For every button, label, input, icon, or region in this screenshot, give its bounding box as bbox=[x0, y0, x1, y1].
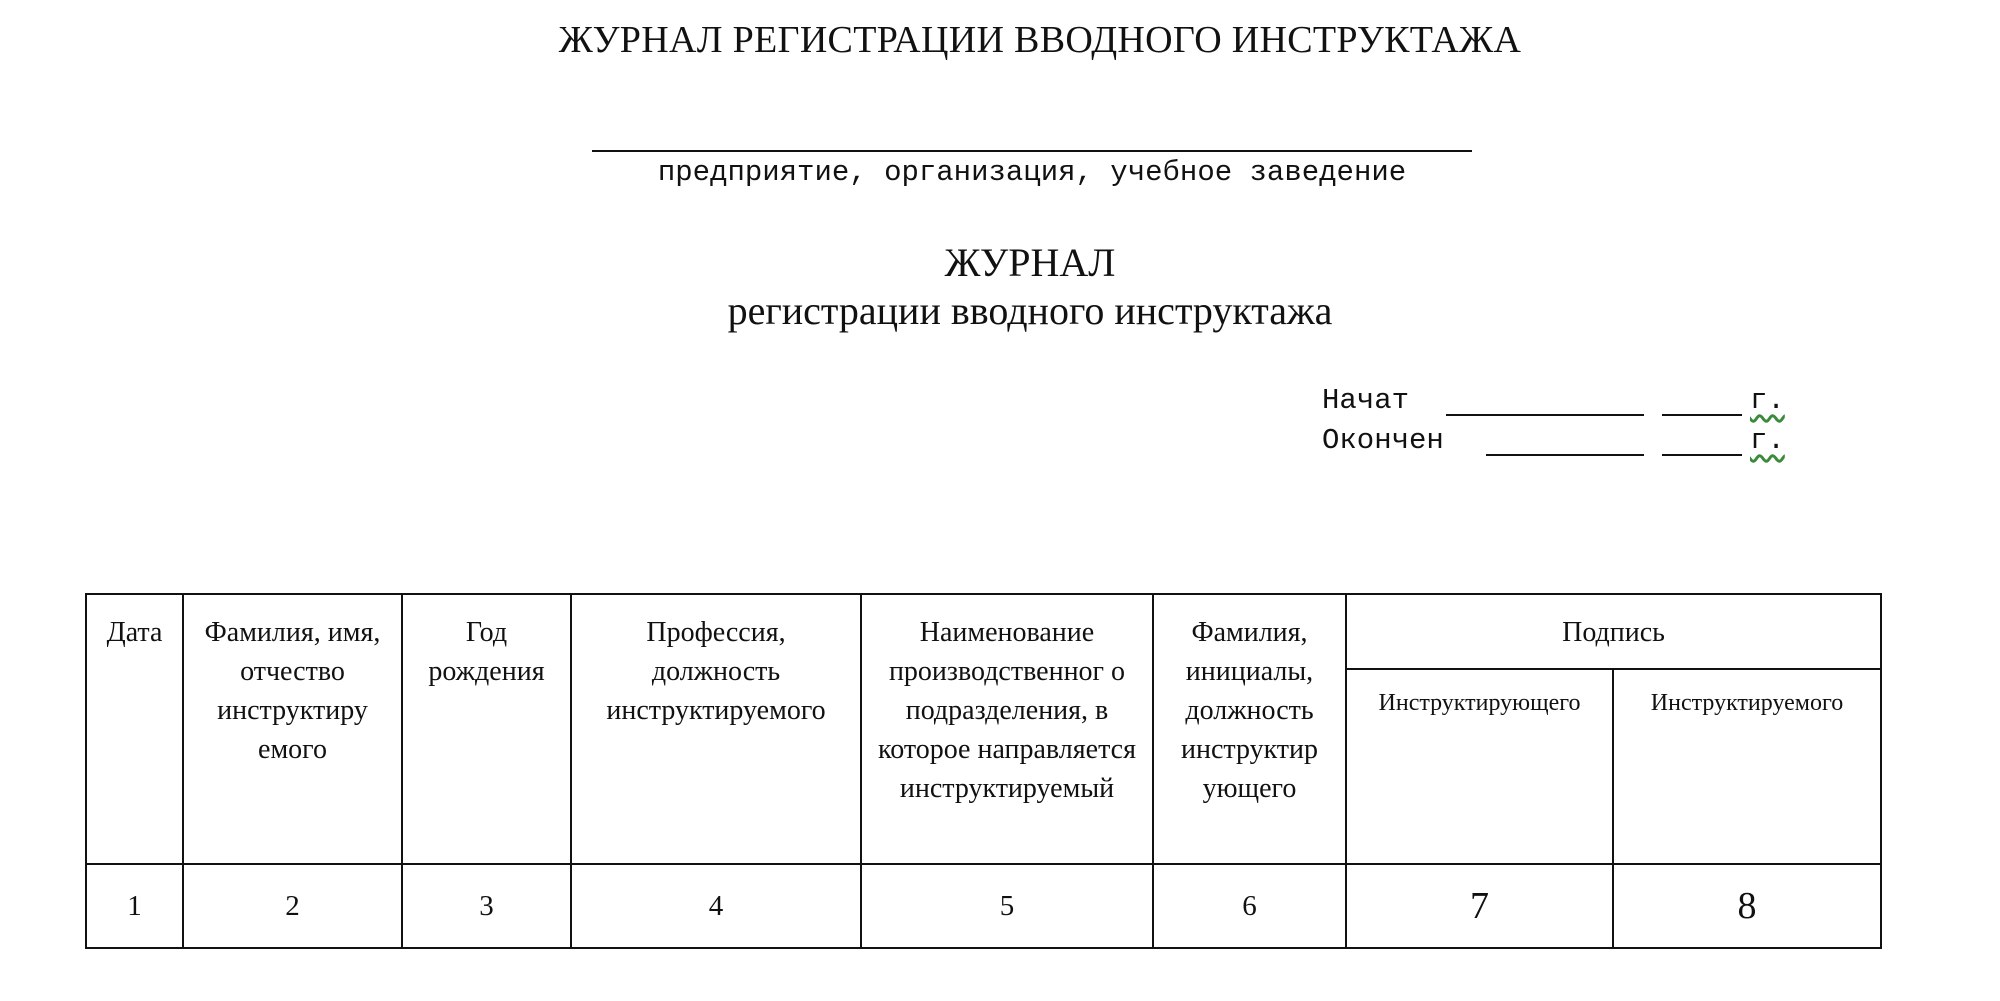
organization-caption: предприятие, организация, учебное заведение bbox=[657, 156, 1407, 189]
started-date-row bbox=[1322, 384, 1882, 424]
header-profession: Профессия, должность инструктируемого bbox=[571, 594, 861, 864]
column-number: 4 bbox=[571, 864, 861, 948]
column-number: 1 bbox=[86, 864, 183, 948]
ended-date-blank bbox=[1486, 454, 1644, 456]
ended-label: Окончен bbox=[1322, 424, 1444, 457]
organization-blank-line bbox=[592, 150, 1472, 152]
column-number: 3 bbox=[402, 864, 571, 948]
journal-title: ЖУРНАЛ bbox=[944, 240, 1116, 285]
header-instructor: Фамилия, инициалы, должность инструктир ующего bbox=[1153, 594, 1346, 864]
registration-table bbox=[85, 593, 1882, 949]
header-signature-instructor: Инструктирующего bbox=[1346, 669, 1613, 864]
ended-year-blank bbox=[1662, 454, 1742, 456]
journal-subtitle: регистрации вводного инструктажа bbox=[727, 288, 1333, 333]
started-date-blank bbox=[1446, 414, 1644, 416]
started-year-suffix: г. bbox=[1750, 384, 1785, 417]
header-department: Наименование производственног о подразделения, в которое направляется инструктируемый bbox=[861, 594, 1153, 864]
header-full-name: Фамилия, имя, отчество инструктиру емого bbox=[183, 594, 402, 864]
started-year-blank bbox=[1662, 414, 1742, 416]
column-number: 5 bbox=[861, 864, 1153, 948]
column-number: 7 bbox=[1346, 864, 1613, 948]
registration-table-wrapper bbox=[85, 593, 1880, 949]
column-number: 2 bbox=[183, 864, 402, 948]
ended-year-suffix: г. bbox=[1750, 424, 1785, 457]
document-main-title: ЖУРНАЛ РЕГИСТРАЦИИ ВВОДНОГО ИНСТРУКТАЖА bbox=[558, 19, 1522, 61]
header-date: Дата bbox=[86, 594, 183, 864]
header-birth-year: Год рождения bbox=[402, 594, 571, 864]
column-number: 8 bbox=[1613, 864, 1881, 948]
ended-date-row bbox=[1322, 424, 1882, 464]
started-label: Начат bbox=[1322, 384, 1410, 417]
header-signature-trainee: Инструктируемого bbox=[1613, 669, 1881, 864]
column-number: 6 bbox=[1153, 864, 1346, 948]
header-signature: Подпись bbox=[1346, 594, 1881, 669]
